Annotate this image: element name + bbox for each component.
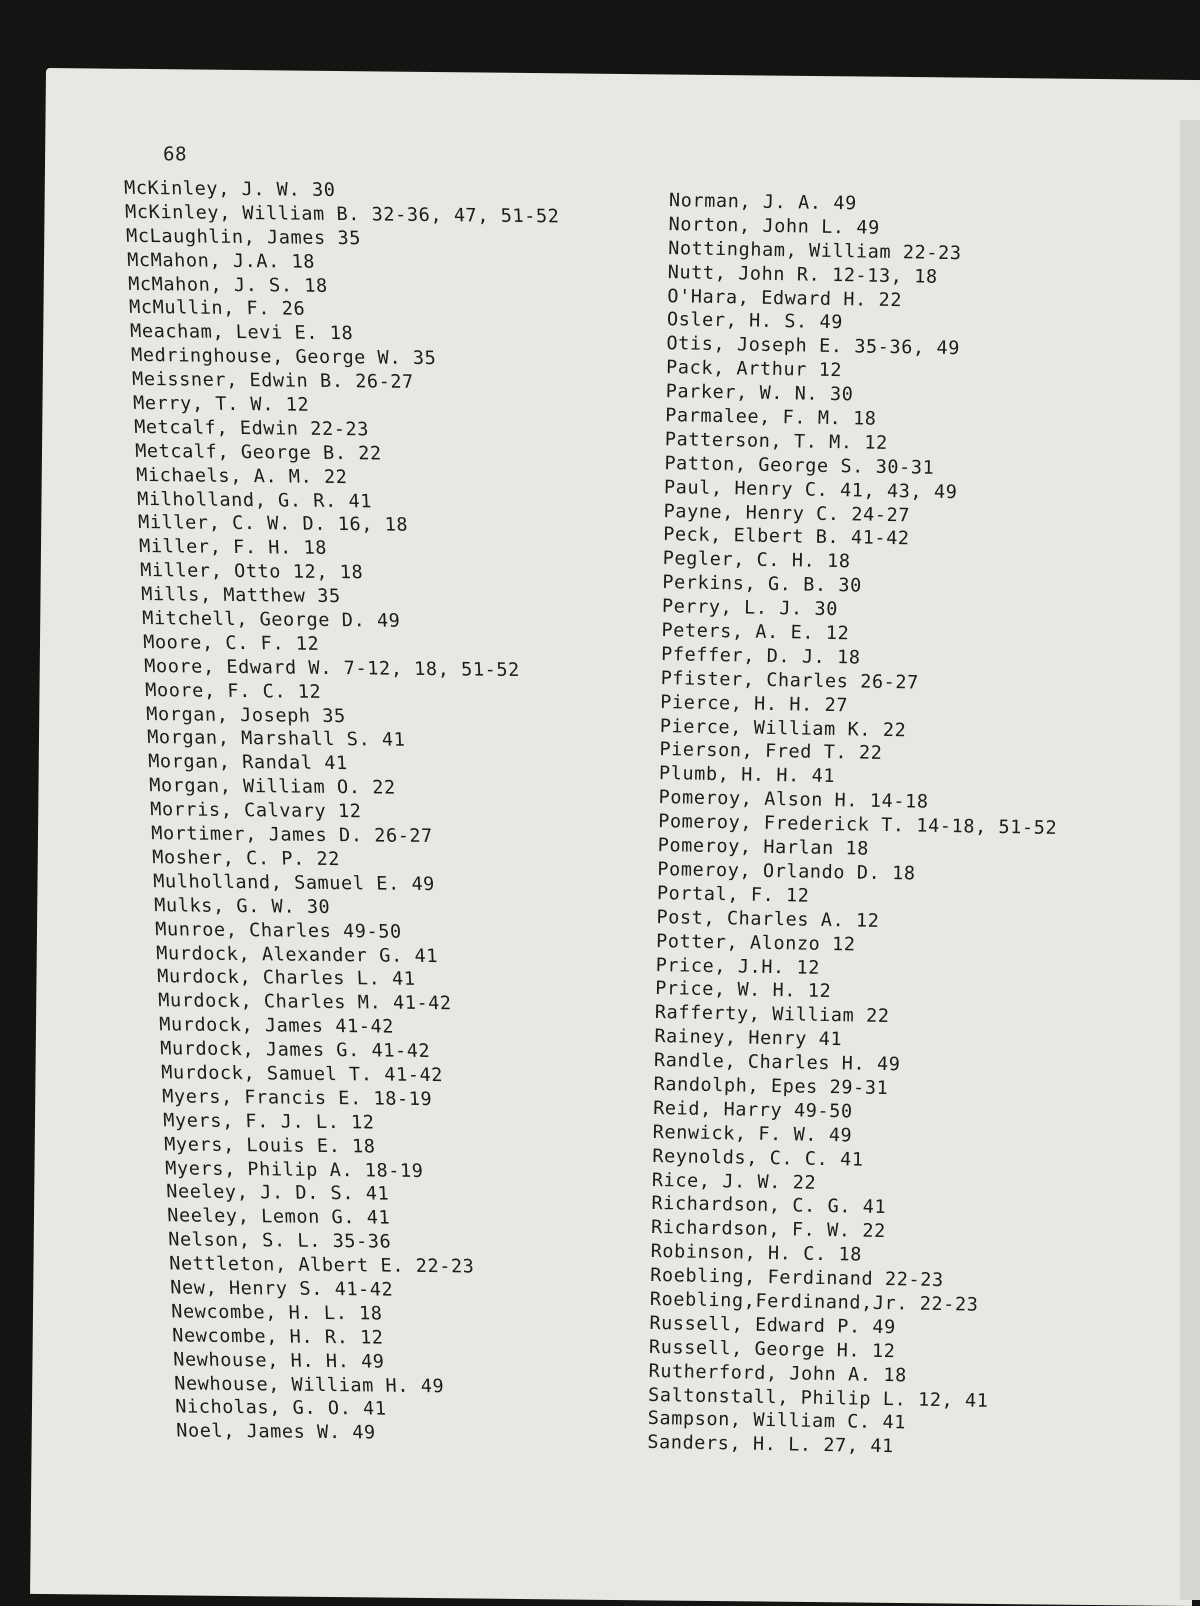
index-entry: Meissner, Edwin B. 26-27: [131, 368, 415, 393]
index-entry: Murdock, Samuel T. 41-42: [160, 1062, 444, 1087]
index-entry: Neeley, Lemon G. 41: [166, 1205, 391, 1229]
index-entry: McMahon, J.A. 18: [126, 249, 316, 273]
index-entry: Murdock, Alexander G. 41: [155, 942, 439, 967]
index-entry: Price, W. H. 12: [655, 978, 832, 1003]
index-entry: Neeley, J. D. S. 41: [165, 1181, 390, 1206]
index-entry: Murdock, James G. 41-42: [159, 1038, 431, 1063]
index-entry: Nottingham, William 22-23: [667, 237, 962, 265]
index-entry: Newhouse, William H. 49: [173, 1372, 445, 1397]
index-entry: Mulholland, Samuel E. 49: [152, 870, 436, 895]
index-entry: Munroe, Charles 49-50: [154, 918, 403, 943]
index-entry: O'Hara, Edward H. 22: [667, 285, 903, 311]
index-entry: Pomeroy, Harlan 18: [657, 835, 870, 860]
index-entry: Pfeffer, D. J. 18: [660, 643, 861, 669]
index-entry: Medringhouse, George W. 35: [130, 345, 437, 370]
index-entry: Morgan, Randal 41: [147, 751, 349, 775]
index-entry: Myers, Francis E. 18-19: [161, 1086, 433, 1110]
index-entry: Rainey, Henry 41: [654, 1026, 843, 1051]
index-entry: McMullin, F. 26: [128, 297, 306, 321]
index-entry: Murdock, James 41-42: [158, 1014, 395, 1038]
index-entry: Norton, John L. 49: [668, 213, 881, 239]
index-entry: Meacham, Levi E. 18: [129, 321, 354, 345]
index-entry: Perry, L. J. 30: [661, 596, 839, 621]
index-entry: Miller, C. W. D. 16, 18: [137, 512, 409, 537]
index-entry: Myers, Philip A. 18-19: [164, 1157, 424, 1182]
index-entry: Robinson, H. C. 18: [650, 1241, 863, 1266]
index-entry: Pomeroy, Frederick T. 14-18, 51-52: [657, 811, 1058, 840]
index-entry: Saltonstall, Philip L. 12, 41: [647, 1384, 989, 1412]
index-entry: Miller, F. H. 18: [138, 536, 328, 560]
index-entry: New, Henry S. 41-42: [169, 1277, 394, 1301]
index-entry: Osler, H. S. 49: [666, 309, 844, 334]
adjacent-page-edge: [1180, 120, 1200, 1600]
index-entry: Morgan, Marshall S. 41: [146, 727, 406, 752]
index-entry: Noel, James W. 49: [175, 1420, 377, 1444]
index-entry: Newcombe, H. L. 18: [170, 1301, 383, 1325]
index-column-left: [124, 177, 611, 1448]
index-entry: Pomeroy, Alson H. 14-18: [658, 787, 929, 813]
index-entry: Richardson, F. W. 22: [650, 1217, 886, 1243]
index-entry: Parker, W. N. 30: [665, 381, 854, 406]
index-entry: Norman, J. A. 49: [668, 190, 857, 215]
index-entry: Pierce, H. H. 27: [660, 691, 849, 717]
index-page: [30, 68, 1200, 1606]
index-entry: Russell, George H. 12: [648, 1336, 896, 1362]
index-entry: Randle, Charles H. 49: [653, 1050, 901, 1076]
index-entry: Peters, A. E. 12: [661, 620, 850, 645]
index-column-right: [647, 189, 1068, 1462]
index-entry: Merry, T. W. 12: [132, 392, 310, 416]
index-entry: Murdock, Charles M. 41-42: [157, 990, 453, 1015]
page-number: 68: [163, 143, 188, 166]
index-entry: Pierson, Fred T. 22: [659, 739, 883, 765]
index-entry: Sampson, William C. 41: [647, 1408, 907, 1434]
index-entry: Rutherford, John A. 18: [648, 1360, 907, 1387]
index-entry: McKinley, J. W. 30: [123, 177, 336, 202]
index-entry: Miller, Otto 12, 18: [139, 560, 364, 584]
index-entry: Morgan, Joseph 35: [145, 703, 347, 727]
index-entry: Richardson, C. G. 41: [651, 1193, 887, 1219]
index-entry: Potter, Alonzo 12: [655, 930, 856, 956]
index-entry: Newcombe, H. R. 12: [171, 1325, 385, 1349]
index-entry: Metcalf, Edwin 22-23: [133, 416, 370, 441]
index-entry: Plumb, H. H. 41: [658, 763, 836, 788]
index-entry: McMahon, J. S. 18: [127, 273, 329, 297]
index-entry: Peck, Elbert B. 41-42: [662, 524, 910, 550]
index-entry: Morgan, William O. 22: [148, 775, 397, 799]
index-entry: Myers, Louis E. 18: [163, 1133, 376, 1158]
index-entry: Michaels, A. M. 22: [135, 464, 348, 488]
index-entry: Rafferty, William 22: [654, 1002, 890, 1028]
index-entry: Paul, Henry C. 41, 43, 49: [663, 476, 958, 503]
index-entry: Pfister, Charles 26-27: [660, 667, 920, 694]
index-entry: Otis, Joseph E. 35-36, 49: [666, 333, 961, 360]
index-entry: Nettleton, Albert E. 22-23: [168, 1253, 475, 1278]
index-entry: Moore, Edward W. 7-12, 18, 51-52: [143, 655, 521, 681]
index-entry: Nelson, S. L. 35-36: [167, 1229, 392, 1253]
index-entry: Metcalf, George B. 22: [134, 440, 383, 465]
index-entry: Price, J.H. 12: [655, 954, 821, 979]
index-entry: Reid, Harry 49-50: [652, 1097, 853, 1123]
index-entry: Randolph, Epes 29-31: [653, 1073, 889, 1100]
index-entry: Perkins, G. B. 30: [662, 572, 863, 597]
index-entry: Pierce, William K. 22: [659, 715, 907, 741]
index-entry: Patterson, T. M. 12: [664, 428, 889, 454]
index-entry: Roebling,Ferdinand,Jr. 22-23: [649, 1288, 979, 1316]
index-entry: Mitchell, George D. 49: [141, 608, 401, 632]
index-entry: Patton, George S. 30-31: [664, 452, 935, 479]
index-entry: Russell, Edward P. 49: [649, 1312, 897, 1339]
index-entry: Mosher, C. P. 22: [151, 847, 341, 871]
index-entry: Reynolds, C. C. 41: [652, 1145, 864, 1171]
index-entry: Sanders, H. L. 27, 41: [647, 1432, 894, 1458]
index-entry: Mills, Matthew 35: [140, 584, 342, 608]
index-entry: Portal, F. 12: [656, 882, 810, 907]
index-entry: McLaughlin, James 35: [125, 225, 362, 250]
index-entry: Milholland, G. R. 41: [136, 488, 373, 512]
index-entry: Morris, Calvary 12: [149, 799, 362, 823]
index-entry: Roebling, Ferdinand 22-23: [650, 1265, 944, 1292]
index-entry: McKinley, William B. 32-36, 47, 51-52: [124, 201, 560, 228]
index-entry: Nicholas, G. O. 41: [174, 1396, 388, 1421]
index-entry: Moore, C. F. 12: [142, 631, 320, 655]
index-entry: Renwick, F. W. 49: [652, 1121, 853, 1147]
index-entry: Pack, Arthur 12: [665, 357, 843, 382]
index-entry: Parmalee, F. M. 18: [665, 405, 877, 430]
index-entry: Pomeroy, Orlando D. 18: [657, 858, 916, 885]
index-entry: Moore, F. C. 12: [144, 679, 322, 703]
index-entry: Rice, J. W. 22: [651, 1169, 817, 1194]
index-entry: Murdock, Charles L. 41: [156, 966, 416, 991]
index-entry: Mortimer, James D. 26-27: [150, 823, 434, 848]
index-entry: Payne, Henry C. 24-27: [663, 500, 911, 526]
index-entry: Newhouse, H. H. 49: [172, 1348, 386, 1373]
index-entry: Mulks, G. W. 30: [153, 894, 331, 918]
index-entry: Pegler, C. H. 18: [662, 548, 851, 573]
index-entry: Myers, F. J. L. 12: [162, 1109, 375, 1134]
index-entry: Post, Charles A. 12: [656, 906, 880, 932]
index-entry: Nutt, John R. 12-13, 18: [667, 261, 938, 288]
